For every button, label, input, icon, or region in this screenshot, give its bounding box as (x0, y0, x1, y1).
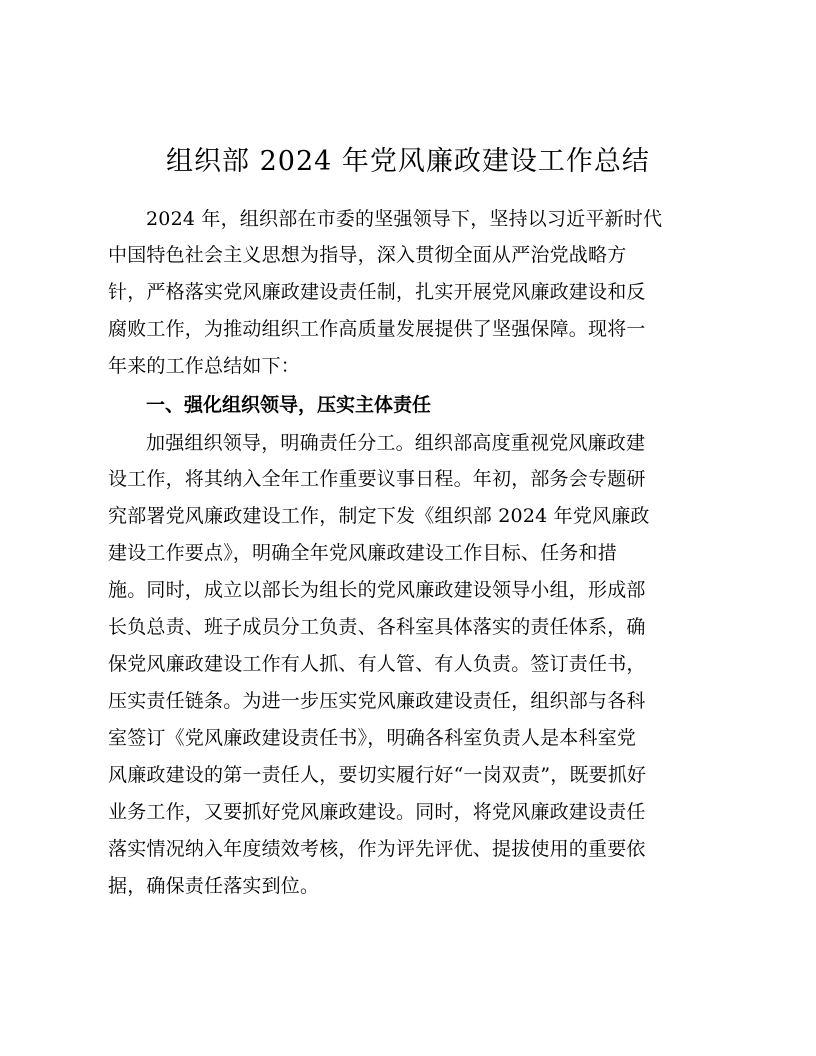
section-line: 室签订《党风廉政建设责任书》，明确各科室负责人是本科室党 (108, 727, 637, 749)
section-line: 据，确保责任落实到位。 (108, 875, 320, 897)
section-line: 建设工作要点》，明确全年党风廉政建设工作目标、任务和措 (108, 542, 617, 564)
section-line: 落实情况纳入年度绩效考核，作为评先评优、提拔使用的重要依 (108, 838, 646, 860)
section-line: 施。同时，成立以部长为组长的党风廉政建设领导小组，形成部 (108, 579, 646, 601)
section-line: 究部署党风廉政建设工作，制定下发《组织部 2024 年党风廉政 (108, 505, 650, 527)
section-line: 加强组织领导，明确责任分工。组织部高度重视党风廉政建 (146, 432, 646, 454)
intro-line: 腐败工作，为推动组织工作高质量发展提供了坚强保障。现将一 (108, 318, 646, 340)
section-line: 设工作，将其纳入全年工作重要议事日程。年初，部务会专题研 (108, 468, 646, 490)
section-line: 业务工作，又要抓好党风廉政建设。同时，将党风廉政建设责任 (108, 801, 646, 823)
intro-line: 年来的工作总结如下： (108, 355, 301, 377)
section-line: 长负总责、班子成员分工负责、各科室具体落实的责任体系，确 (108, 616, 646, 638)
intro-line: 针，严格落实党风廉政建设责任制，扎实开展党风廉政建设和反 (108, 281, 646, 303)
intro-line: 中国特色社会主义思想为指导，深入贯彻全面从严治党战略方 (108, 244, 627, 266)
intro-line: 2024 年，组织部在市委的坚强领导下，坚持以习近平新时代 (146, 208, 663, 230)
section-line: 保党风廉政建设工作有人抓、有人管、有人负责。签订责任书， (108, 653, 646, 675)
section-heading: 一、强化组织领导，压实主体责任 (146, 394, 432, 416)
section-line: 压实责任链条。为进一步压实党风廉政建设责任，组织部与各科 (108, 690, 646, 712)
section-line: 风廉政建设的第一责任人，要切实履行好“一岗双责”，既要抓好 (108, 764, 647, 786)
document-title: 组织部 2024 年党风廉政建设工作总结 (166, 146, 650, 177)
